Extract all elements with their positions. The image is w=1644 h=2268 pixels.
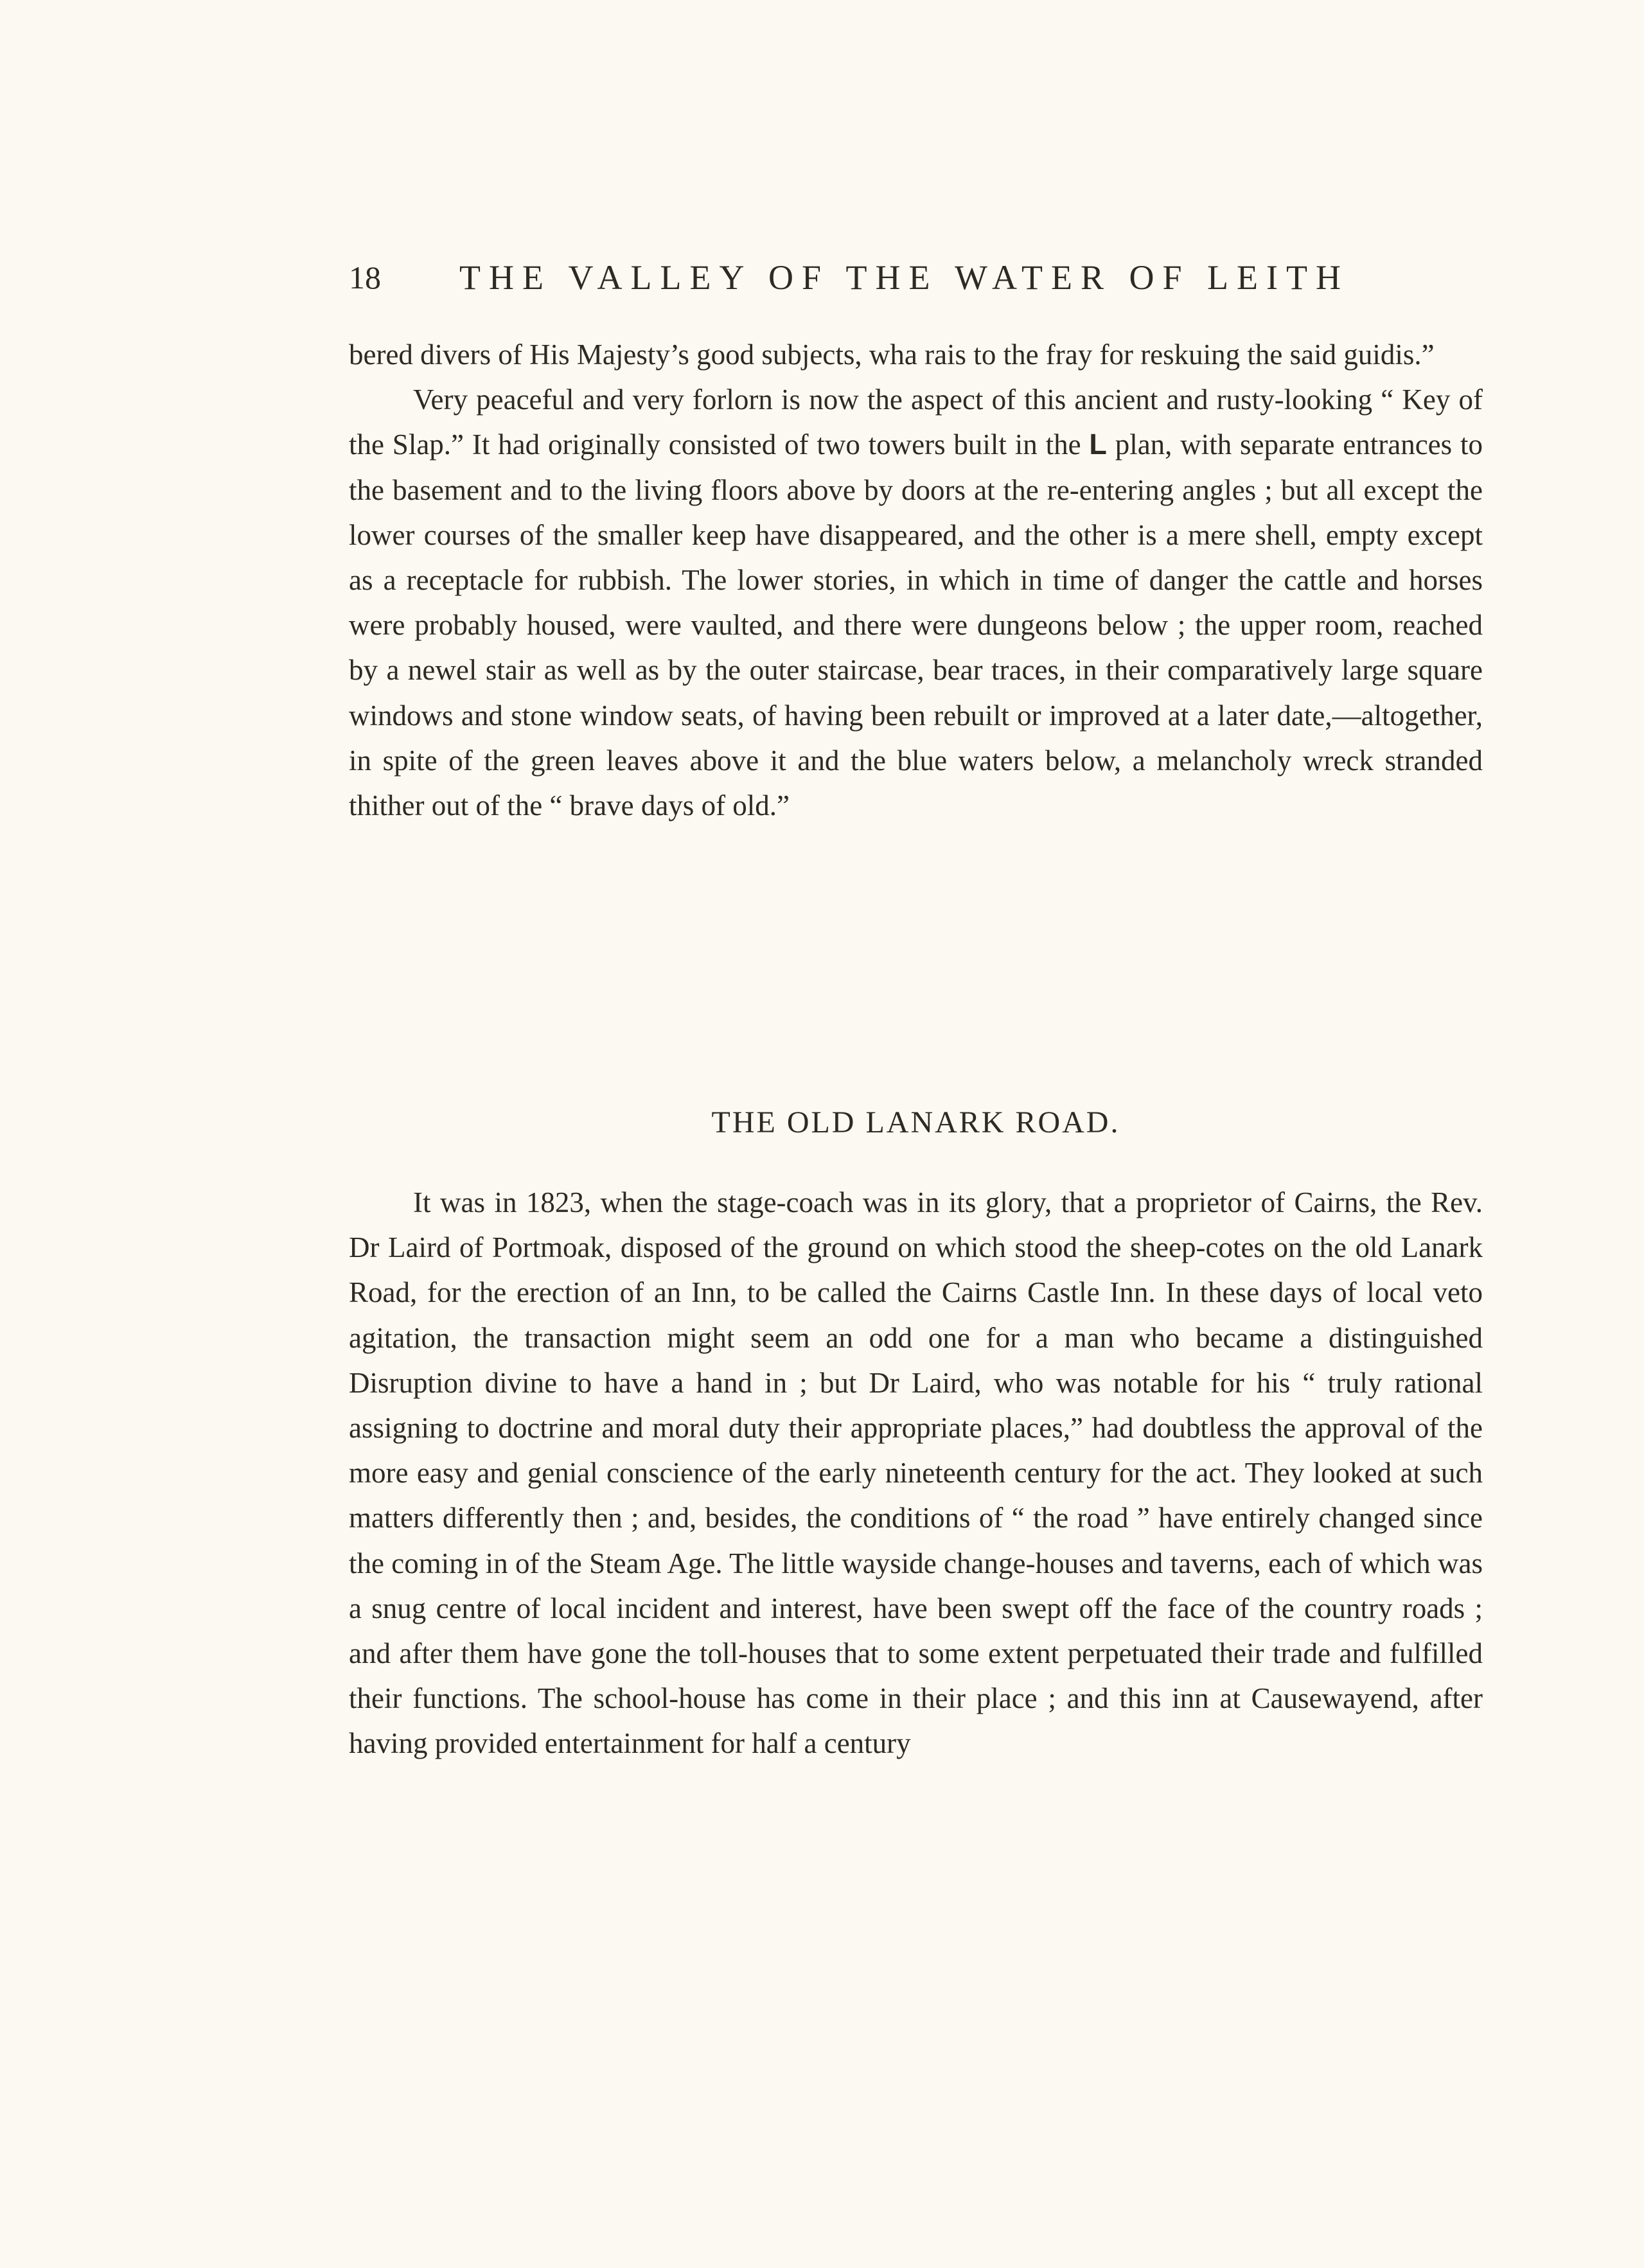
paragraph-text-before-glyph: Very peaceful and very forlorn is now the aspect of this ancient and rusty-looking “ Key of the Slap.” It had originally consisted of two towers built in the bbox=[349, 383, 1483, 461]
upper-text-block bbox=[349, 332, 1483, 828]
lanark-road-paragraph: It was in 1823, when the stage-coach was in its glory, that a proprietor of Cairns, the Rev. Dr Laird of Portmoak, disposed of the ground on which stood the sheep-cotes on the old Lanark Road, for the erection of an Inn, to be called the Cairns Castle Inn. In these days of local veto agitation, the transaction might seem an odd one for a man who became a distinguished Disruption divine to have a hand in ; but Dr Laird, who was notable for his “ truly rational assigning to doctrine and moral duty their appropriate places,” had doubtless the approval of the more easy and genial conscience of the early nineteenth century for the act. They looked at such matters differently then ; and, besides, the conditions of “ the road ” have entirely changed since the coming in of the Steam Age. The little wayside change-houses and taverns, each of which was a snug centre of local incident and interest, have been swept off the face of the country roads ; and after them have gone the toll-houses that to some extent perpetuated their trade and fulfilled their functions. The school-house has come in their place ; and this inn at Causewayend, after having provided entertainment for half a century bbox=[349, 1186, 1483, 1760]
running-head bbox=[349, 252, 1370, 303]
section-heading: THE OLD LANARK ROAD. bbox=[711, 1105, 1120, 1139]
lower-text-block bbox=[349, 1180, 1483, 1766]
l-plan-glyph: L bbox=[1089, 428, 1107, 461]
continued-paragraph: bered divers of His Majesty’s good subjects, wha rais to the fray for reskuing the said guidis.” bbox=[349, 338, 1435, 371]
key-of-the-slap-paragraph bbox=[349, 377, 1483, 828]
paragraph-text-after-glyph: plan, with separate entrances to the basement and to the living floors above by doors at the re-entering angles ; but all except the lower courses of the smaller keep have disappeared, and the other is a mere shell, empty except as a receptacle for rubbish. The lower stories, in which in time of danger the cattle and horses were probably housed, were vaulted, and there were dungeons below ; the upper room, reached by a newel stair as well as by the outer staircase, bear traces, in their comparatively large square windows and stone window seats, of having been rebuilt or improved at a later date,—altogether, in spite of the green leaves above it and the blue waters below, a melancholy wreck stranded thither out of the “ brave days of old.” bbox=[349, 428, 1483, 822]
running-title: THE VALLEY OF THE WATER OF LEITH bbox=[459, 258, 1349, 297]
page-number: 18 bbox=[349, 259, 381, 295]
